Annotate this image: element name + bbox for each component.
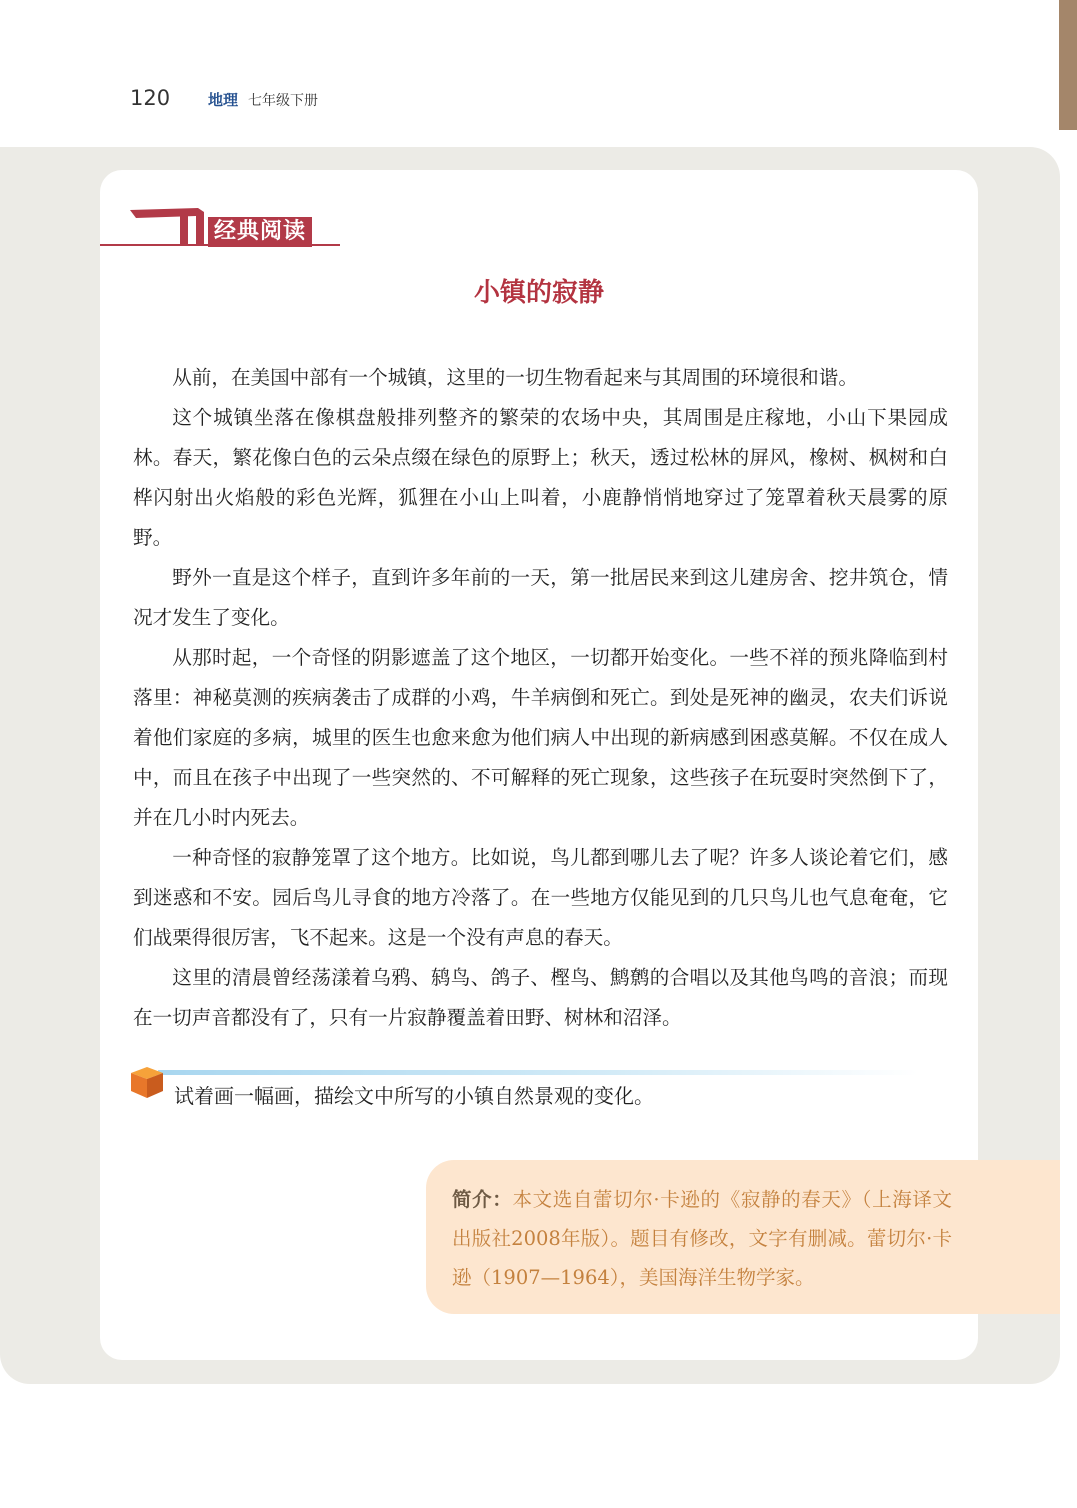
intro-text <box>452 1180 952 1297</box>
intro-label: 简介： <box>452 1188 513 1211</box>
task-prompt: 试着画一幅画，描绘文中所写的小镇自然景观的变化。 <box>174 1084 654 1108</box>
paragraph: 这个城镇坐落在像棋盘般排列整齐的繁荣的农场中央，其周围是庄稼地，小山下果园成林。春天，繁花像白色的云朵点缀在绿色的原野上；秋天，透过松林的屏风，橡树、枫树和白桦闪射出火焰般的彩色光辉，狐狸在小山上叫着，小鹿静悄悄地穿过了笼罩着秋天晨雾的原野。 <box>133 406 948 549</box>
paragraph: 一种奇怪的寂静笼罩了这个地方。比如说，鸟儿都到哪儿去了呢？许多人谈论着它们，感到迷惑和不安。园后鸟儿寻食的地方冷落了。在一些地方仅能见到的几只鸟儿也气息奄奄，它们战栗得很厉害，飞不起来。这是一个没有声息的春天。 <box>133 846 948 949</box>
intro-body: 本文选自蕾切尔·卡逊的《寂静的春天》（上海译文出版社2008年版）。题目有修改，文字有删减。蕾切尔·卡逊（1907—1964），美国海洋生物学家。 <box>452 1188 952 1289</box>
paragraph: 从前，在美国中部有一个城镇，这里的一切生物看起来与其周围的环境很和谐。 <box>172 366 858 389</box>
page-header <box>130 86 318 110</box>
grade-label: 七年级下册 <box>248 93 319 109</box>
article-body <box>133 358 948 1038</box>
task-divider <box>158 1070 918 1075</box>
subject-label: 地理 <box>208 91 239 109</box>
chapter-tab <box>1059 0 1077 130</box>
article-title: 小镇的寂静 <box>473 278 604 308</box>
box-icon <box>128 1064 166 1100</box>
paragraph: 从那时起，一个奇怪的阴影遮盖了这个地区，一切都开始变化。一些不祥的预兆降临到村落里：神秘莫测的疾病袭击了成群的小鸡，牛羊病倒和死亡。到处是死神的幽灵，农夫们诉说着他们家庭的多病，城里的医生也愈来愈为他们病人中出现的新病感到困惑莫解。不仅在成人中，而且在孩子中出现了一些突然的、不可解释的死亡现象，这些孩子在玩耍时突然倒下了，并在几小时内死去。 <box>133 646 948 829</box>
page-number: 120 <box>130 86 171 110</box>
paragraph: 野外一直是这个样子，直到许多年前的一天，第一批居民来到这儿建房舍、挖井筑仓，情况才发生了变化。 <box>133 566 948 629</box>
section-label: 经典阅读 <box>208 217 312 247</box>
paragraph: 这里的清晨曾经荡漾着乌鸦、鸫鸟、鸽子、樫鸟、鹪鹩的合唱以及其他鸟鸣的音浪；而现在一切声音都没有了，只有一片寂静覆盖着田野、树林和沼泽。 <box>133 966 948 1029</box>
